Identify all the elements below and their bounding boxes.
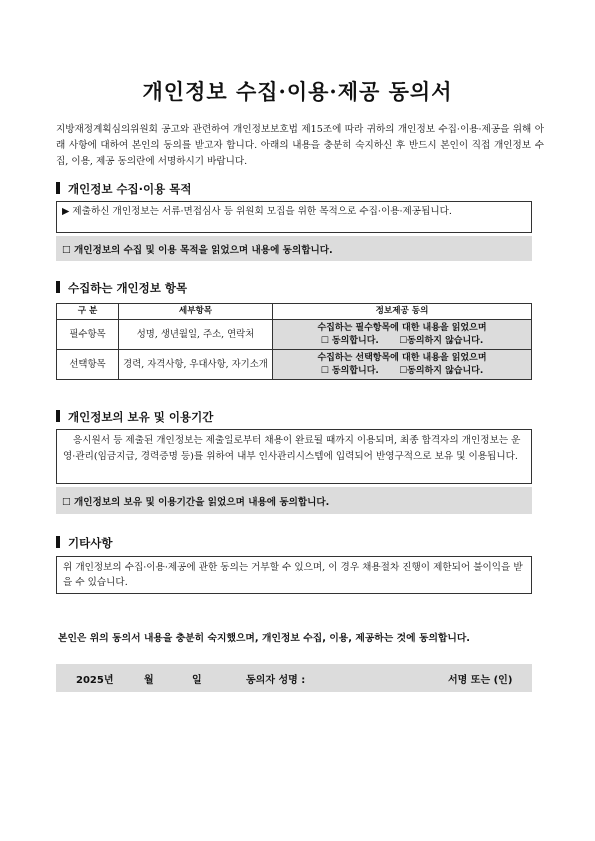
section-items-title: 수집하는 개인정보 항목 (68, 281, 188, 295)
section-retention-title: 개인정보의 보유 및 이용기간 (68, 410, 214, 424)
required-agree-checkbox[interactable]: ☐ 동의합니다. (320, 335, 379, 346)
misc-text: 위 개인정보의 수집·이용·제공에 관한 동의는 거부할 수 있으며, 이 경우 채용절차 진행이 제한되어 불이익을 받을 수 있습니다. (63, 562, 523, 588)
section-misc-heading (56, 535, 112, 551)
signature-day[interactable]: 일 (192, 675, 202, 686)
signature-month[interactable]: 월 (144, 675, 154, 686)
consent-text: 수집하는 필수항목에 대한 내용을 읽었으며 (317, 322, 487, 333)
retention-box (56, 429, 532, 484)
row-consent (273, 350, 532, 380)
section-items-heading (56, 280, 187, 296)
purpose-agree-checkbox[interactable] (56, 236, 532, 261)
section-marker (56, 410, 60, 422)
retention-agree-label: ☐ 개인정보의 보유 및 이용기간을 읽었으며 내용에 동의합니다. (62, 496, 330, 508)
required-disagree-checkbox[interactable]: ☐동의하지 않습니다. (399, 335, 484, 346)
purpose-agree-label: ☐ 개인정보의 수집 및 이용 목적을 읽었으며 내용에 동의합니다. (62, 244, 333, 256)
signer-name-label[interactable]: 동의자 성명 : (246, 675, 306, 686)
section-purpose-title: 개인정보 수집·이용 목적 (68, 182, 192, 196)
table-row (57, 320, 532, 350)
header-consent: 정보제공 동의 (273, 304, 532, 320)
row-category: 선택항목 (57, 350, 119, 380)
signature-bar (56, 664, 532, 692)
optional-agree-checkbox[interactable]: ☐ 동의합니다. (320, 365, 379, 376)
consent-text: 수집하는 선택항목에 대한 내용을 읽었으며 (317, 352, 487, 363)
row-category: 필수항목 (57, 320, 119, 350)
table-row (57, 350, 532, 380)
row-detail: 성명, 생년월일, 주소, 연락처 (119, 320, 273, 350)
purpose-box (56, 201, 532, 233)
section-marker (56, 281, 60, 293)
purpose-text: ▶ 제출하신 개인정보는 서류·면접심사 등 위원회 모집을 위한 목적으로 수집·이용·제공됩니다. (62, 206, 452, 217)
table-header-row (57, 304, 532, 320)
section-purpose-heading (56, 181, 191, 197)
row-detail: 경력, 자격사항, 우대사항, 자기소개 (119, 350, 273, 380)
optional-disagree-checkbox[interactable]: ☐동의하지 않습니다. (399, 365, 484, 376)
signature-year: 2025년 (76, 675, 114, 686)
section-retention-heading (56, 409, 213, 425)
section-marker (56, 182, 60, 194)
final-statement: 본인은 위의 동의서 내용을 충분히 숙지했으며, 개인정보 수집, 이용, 제공하는 것에 동의합니다. (58, 633, 471, 644)
signature-field-label[interactable]: 서명 또는 (인) (448, 675, 513, 686)
misc-box (56, 556, 532, 594)
section-misc-title: 기타사항 (68, 536, 113, 550)
header-category: 구 분 (57, 304, 119, 320)
intro-paragraph: 지방재정계획심의위원회 공고와 관련하여 개인정보보호법 제15조에 따라 귀하의 개인정보 수집·이용·제공을 위해 아래 사항에 대하여 본인의 동의를 받고자 합니다. 아래의 내용을 충분히 숙지하신 후 반드시 본인이 직접 개인정보 수집, 이용, 제공 동의란에 서명하시기 바랍니다. (56, 124, 544, 167)
row-consent (273, 320, 532, 350)
header-detail: 세부항목 (119, 304, 273, 320)
retention-agree-checkbox[interactable] (56, 487, 532, 514)
document-title: 개인정보 수집·이용·제공 동의서 (142, 79, 453, 104)
section-marker (56, 536, 60, 548)
items-table (56, 303, 532, 380)
retention-text: 응시원서 등 제출된 개인정보는 제출일로부터 채용이 완료될 때까지 이용되며, 최종 합격자의 개인정보는 운영·관리(임금지급, 경력증명 등)를 위하여 내부 인사관리시스템에 입력되어 반영구적으로 보유 및 이용됩니다. (63, 435, 521, 462)
